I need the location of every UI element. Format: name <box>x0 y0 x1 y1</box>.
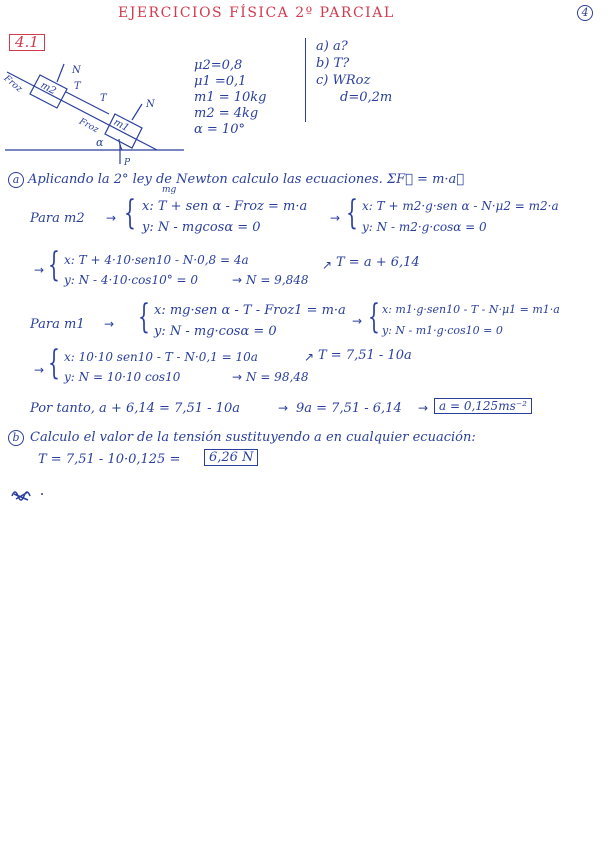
diagram-label-m2: m2 <box>38 79 58 98</box>
arrow-icon: → <box>418 401 429 415</box>
part-b-intro: Calculo el valor de la tensión sustituyendo a en cualquier ecuación: <box>30 430 476 445</box>
brace-icon: { <box>368 297 380 337</box>
m2-eq-y-sub: y: N - m2·g·cosα = 0 <box>362 220 487 234</box>
m1-eq-y: y: N - mg·cosα = 0 <box>154 324 277 339</box>
m1-eq-x-sub: x: m1·g·sen10 - T - N·μ1 = m1·a <box>382 303 560 316</box>
diagram-label-t2: T <box>100 93 107 104</box>
divider <box>305 38 306 122</box>
incline-line <box>7 72 157 150</box>
m2-lead: Para m2 <box>30 211 85 226</box>
m1-t-result: T = 7,51 - 10a <box>318 348 412 363</box>
arrow-icon: ↗ <box>322 258 333 272</box>
m2-n-result: N = 9,848 <box>246 273 309 287</box>
data-m2: m2 = 4kg <box>194 106 259 121</box>
arrow-icon: → <box>232 273 243 287</box>
question-b: b) T? <box>316 56 350 71</box>
m1-lead: Para m1 <box>30 317 85 332</box>
m2-eq-x: x: T + sen α - Froz = m·a <box>142 199 308 214</box>
m1-eq-x: x: mg·sen α - T - Froz1 = m·a <box>154 303 346 318</box>
diagram-label-alpha: α <box>96 136 104 149</box>
therefore-line-2: 9a = 7,51 - 6,14 <box>296 401 402 416</box>
arrow-icon: → <box>352 314 363 328</box>
part-b-marker: b <box>8 430 24 446</box>
normal-arrow-m1 <box>132 104 142 120</box>
part-b-calc: T = 7,51 - 10·0,125 = <box>38 452 181 467</box>
m1-eq-y-num: y: N = 10·10 cos10 <box>64 370 181 384</box>
arrow-icon: → <box>104 317 115 331</box>
diagram-label-froz1: Froz <box>77 116 101 136</box>
part-a-marker: a <box>8 172 24 188</box>
data-mu2: μ2=0,8 <box>194 58 243 73</box>
arrow-icon: → <box>106 211 117 225</box>
therefore-line: Por tanto, a + 6,14 = 7,51 - 10a <box>30 401 240 416</box>
m2-eq-y: y: N - mgcosα = 0 <box>142 220 261 235</box>
diagram-label-t1: T <box>74 81 81 92</box>
m2-eq-y-num: y: N - 4·10·cos10° = 0 <box>64 273 199 287</box>
answer-a-box: a = 0,125ms⁻² <box>434 398 532 414</box>
answer-b-box: 6,26 N <box>204 449 258 466</box>
brace-icon: { <box>48 343 60 383</box>
question-a: a) a? <box>316 39 348 54</box>
diagram-label-m1: m1 <box>111 116 131 135</box>
data-mu1: μ1 =0,1 <box>194 74 247 89</box>
data-m1: m1 = 10kg <box>194 90 267 105</box>
diagram-label-n2: N <box>72 65 81 76</box>
brace-icon: { <box>346 193 358 233</box>
arrow-icon: → <box>34 363 45 377</box>
brace-icon: { <box>138 297 150 337</box>
diagram-label-p: P <box>124 158 131 168</box>
m2-t-result: T = a + 6,14 <box>336 255 420 270</box>
diagram-label-n1: N <box>146 99 155 110</box>
ink-scribble <box>8 486 48 506</box>
diagram-label-froz2: Froz <box>1 73 24 95</box>
question-c: c) WRoz <box>316 73 371 88</box>
part-a-intro: Aplicando la 2° ley de Newton calculo las ecuaciones. ΣF⃗ = m·a⃗ <box>28 172 465 187</box>
normal-arrow-m2 <box>57 64 64 82</box>
arrow-icon: → <box>34 263 45 277</box>
brace-icon: { <box>124 193 136 233</box>
page-title: EJERCICIOS FÍSICA 2º PARCIAL <box>118 5 395 21</box>
arrow-icon: → <box>330 211 341 225</box>
m2-eq-x-sub: x: T + m2·g·sen α - N·μ2 = m2·a <box>362 199 559 213</box>
question-d: d=0,2m <box>340 90 393 105</box>
brace-icon: { <box>48 245 60 285</box>
m1-n-result: N = 98,48 <box>246 370 309 384</box>
mg-note: mg <box>162 185 177 195</box>
m1-eq-y-sub: y: N - m1·g·cos10 = 0 <box>382 324 503 337</box>
incline-diagram <box>2 52 187 177</box>
data-alpha: α = 10° <box>194 122 245 137</box>
page-number: 4 <box>577 5 593 21</box>
arrow-icon: ↗ <box>304 350 315 364</box>
problem-number: 4.1 <box>9 34 45 51</box>
arrow-icon: → <box>278 401 289 415</box>
m1-eq-x-num: x: 10·10 sen10 - T - N·0,1 = 10a <box>64 350 258 364</box>
m2-eq-x-num: x: T + 4·10·sen10 - N·0,8 = 4a <box>64 253 249 267</box>
arrow-icon: → <box>232 370 243 384</box>
